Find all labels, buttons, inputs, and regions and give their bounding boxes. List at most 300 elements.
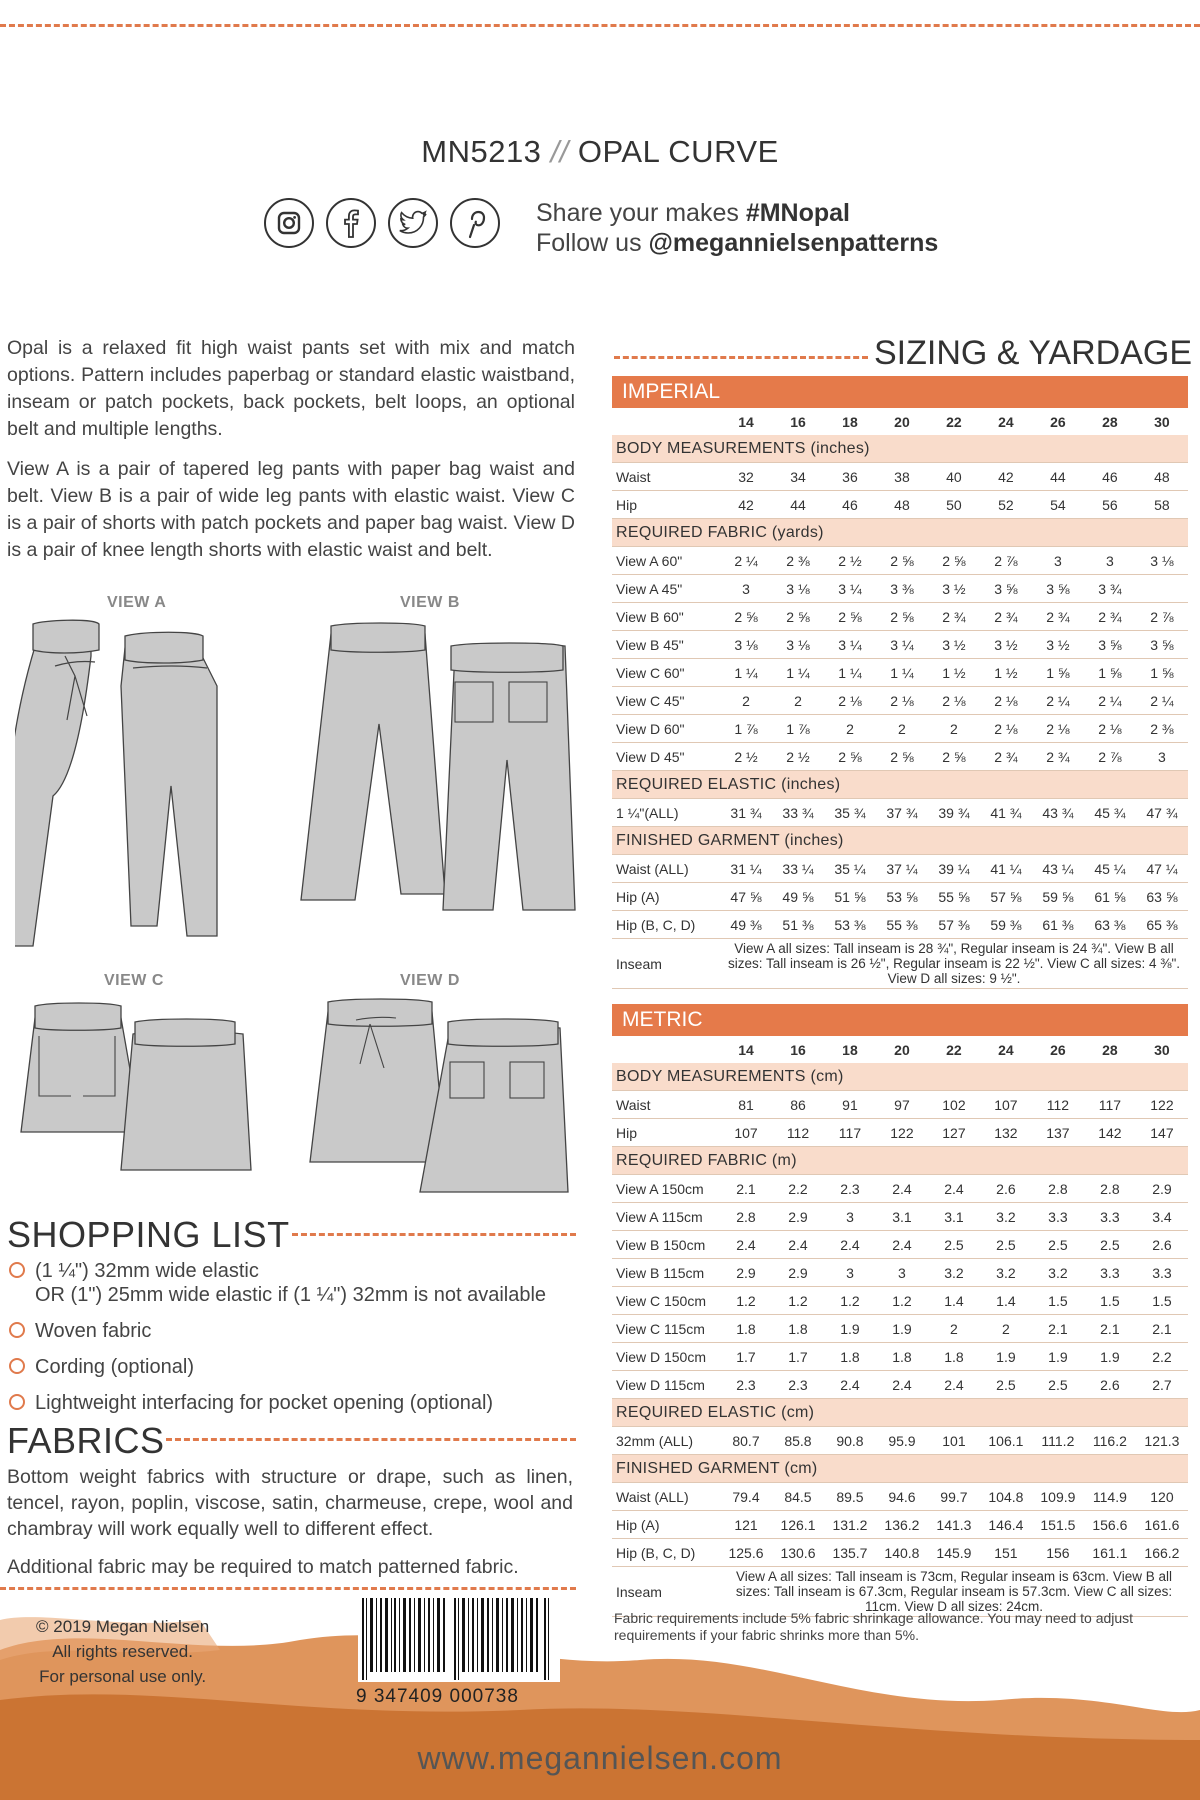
table-cell: 122 [876,1119,928,1147]
table-cell: 2 ⅜ [1136,715,1188,743]
size-header-cell: 22 [946,413,962,430]
table-cell: 1.9 [980,1343,1032,1371]
table-cell: 2 [876,715,928,743]
table-cell: 3.2 [928,1259,980,1287]
table-cell: 107 [980,1091,1032,1119]
table-cell: 106.1 [980,1427,1032,1455]
table-cell: 37 ¾ [876,799,928,827]
table-row [612,1259,1188,1287]
size-header-cell: 26 [1050,1041,1066,1058]
table-cell: 2 ¼ [720,547,772,575]
row-label: View C 115cm [612,1315,720,1343]
row-label: 32mm (ALL) [612,1427,720,1455]
fabrics-dashed-rule [166,1438,576,1441]
table-cell: 49 ⅜ [720,911,772,939]
table-cell: 1.8 [824,1343,876,1371]
row-label: 1 ¼"(ALL) [612,799,720,827]
size-header-row [612,408,1188,435]
fabrics-paragraph: Bottom weight fabrics with structure or drape, such as linen, tencel, rayon, poplin, viscose, satin, charmeuse, crepe, wool and chambray will work equally well to different effect. [7,1466,573,1540]
table-cell: 2 ⅛ [824,687,876,715]
table-cell: 2.9 [772,1259,824,1287]
shopping-item-alt: OR (1") 25mm wide elastic if (1 ¼") 32mm is not available [35,1284,547,1306]
row-label: Hip [612,491,720,519]
category-row [612,435,1188,463]
table-cell: 84.5 [772,1483,824,1511]
table-cell: 112 [1032,1091,1084,1119]
table-cell: 95.9 [876,1427,928,1455]
row-label: View C 60" [612,659,720,687]
metric-table [612,1004,1188,1617]
table-cell: 2 ⅜ [772,547,824,575]
table-cell: 142 [1084,1119,1136,1147]
metric-header: METRIC [612,1004,1188,1036]
table-cell: 53 ⅝ [876,883,928,911]
table-cell: 3 ½ [1032,631,1084,659]
view-c-label: VIEW C [104,972,164,989]
table-cell: 2.4 [720,1231,772,1259]
table-row [612,855,1188,883]
table-cell: 39 ¼ [928,855,980,883]
table-cell: 35 ¼ [824,855,876,883]
view-b-label: VIEW B [400,594,460,611]
title-separator: // [550,134,569,169]
table-cell: 53 ⅜ [824,911,876,939]
table-cell: 43 ¼ [1032,855,1084,883]
table-row [612,1287,1188,1315]
shopping-item [9,1259,579,1307]
view-d-illustration [300,998,572,1194]
table-cell: 80.7 [720,1427,772,1455]
table-cell: 117 [1084,1091,1136,1119]
social-handle[interactable]: @megannielsenpatterns [648,229,939,257]
category-title: REQUIRED FABRIC (yards) [612,519,1188,547]
table-row [612,1175,1188,1203]
size-header-cell: 22 [946,1041,962,1058]
table-cell: 161.6 [1136,1511,1188,1539]
table-cell: 2 ¼ [1032,687,1084,715]
row-label: View C 45" [612,687,720,715]
website-url[interactable]: www.megannielsen.com [417,1740,783,1776]
table-cell: 122 [1136,1091,1188,1119]
category-row [612,1399,1188,1427]
table-cell: 2 ⅝ [824,743,876,771]
table-cell: 1 ¼ [876,659,928,687]
fabrics-title: FABRICS [7,1420,165,1461]
bullet-circle-icon [9,1322,25,1338]
table-cell: 47 ¼ [1136,855,1188,883]
table-row [612,1231,1188,1259]
table-row [612,575,1188,603]
facebook-icon[interactable] [326,198,376,248]
intro-paragraph-1: Opal is a relaxed fit high waist pants set with mix and match options. Pattern includes paperbag or standard elastic waistband, inseam or patch pockets, back pockets, belt loops, an optional belt and multiple lengths. [7,337,575,440]
table-cell: 156 [1032,1539,1084,1567]
metric-size-table [612,1036,1188,1617]
table-cell: 3 ⅝ [1084,631,1136,659]
imperial-header: IMPERIAL [612,376,1188,408]
table-cell: 2.5 [1084,1231,1136,1259]
table-cell: 85.8 [772,1427,824,1455]
table-cell: 2 ⅛ [1032,715,1084,743]
table-cell: 151.5 [1032,1511,1084,1539]
table-cell: 36 [824,463,876,491]
category-title: REQUIRED ELASTIC (inches) [612,771,1188,799]
sizing-dashed-rule [614,356,868,359]
personal-use-text: For personal use only. [39,1667,207,1686]
table-row [612,1427,1188,1455]
table-cell: 2 ⅞ [980,547,1032,575]
table-cell: 2 [928,1315,980,1343]
table-row [612,659,1188,687]
table-cell: 65 ⅜ [1136,911,1188,939]
table-cell: 48 [876,491,928,519]
table-cell: 33 ¼ [772,855,824,883]
table-row [612,1203,1188,1231]
table-cell: 86 [772,1091,824,1119]
table-cell: 3 ⅛ [772,631,824,659]
table-cell: 1.7 [772,1343,824,1371]
table-cell: 1.5 [1032,1287,1084,1315]
table-cell: 33 ¾ [772,799,824,827]
shopping-item [9,1391,579,1415]
row-label: Waist (ALL) [612,1483,720,1511]
table-cell: 32 [720,463,772,491]
table-cell: 2.5 [928,1231,980,1259]
shopping-item-text [35,1259,546,1307]
table-row [612,1091,1188,1119]
table-cell: 2.5 [980,1371,1032,1399]
row-label: Waist [612,1091,720,1119]
table-row [612,799,1188,827]
bullet-circle-icon [9,1358,25,1374]
intro-paragraph-2: View A is a pair of tapered leg pants with paper bag waist and belt. View B is a pair of wide leg pants with elastic waist. View C is a pair of shorts with patch pockets and paper bag waist. View D is a pair of knee length shorts with elastic waist and belt. [7,458,575,561]
shopping-list-title: SHOPPING LIST [7,1214,290,1255]
table-cell: 3 ½ [928,575,980,603]
bullet-circle-icon [9,1262,25,1278]
table-cell: 1.8 [928,1343,980,1371]
category-title: BODY MEASUREMENTS (cm) [612,1063,1188,1091]
table-cell: 1.7 [720,1343,772,1371]
table-cell: 1.8 [772,1315,824,1343]
table-cell: 3 [720,575,772,603]
table-cell: 2.8 [720,1203,772,1231]
table-cell: 2 ⅝ [772,603,824,631]
shopping-item-label: Lightweight interfacing for pocket opening (optional) [35,1392,494,1414]
table-cell: 2.7 [1136,1371,1188,1399]
size-header-cell: 18 [842,413,858,430]
table-cell: 37 ¼ [876,855,928,883]
table-cell: 120 [1136,1483,1188,1511]
table-cell: 111.2 [1032,1427,1084,1455]
table-cell: 1 ⅝ [1136,659,1188,687]
table-cell: 55 ⅝ [928,883,980,911]
table-cell: 44 [772,491,824,519]
table-cell: 127 [928,1119,980,1147]
table-cell: 1.2 [772,1287,824,1315]
table-cell: 2.3 [772,1371,824,1399]
barcode-number: 9 347409 000738 [356,1686,519,1707]
category-row [612,1147,1188,1175]
table-cell: 2.1 [1136,1315,1188,1343]
table-cell: 104.8 [980,1483,1032,1511]
table-cell: 130.6 [772,1539,824,1567]
table-cell: 3 ¾ [1084,575,1136,603]
table-cell: 137 [1032,1119,1084,1147]
table-cell [1136,575,1188,603]
table-cell: 3.3 [1084,1259,1136,1287]
row-label: View A 115cm [612,1203,720,1231]
share-block [536,198,938,258]
table-row [612,715,1188,743]
table-cell: 125.6 [720,1539,772,1567]
table-cell: 151 [980,1539,1032,1567]
table-cell: 2 ¾ [1084,603,1136,631]
table-cell: 1.9 [1084,1343,1136,1371]
table-row [612,911,1188,939]
share-line [536,198,938,228]
copyright-text: © 2019 Megan Nielsen [36,1617,210,1636]
row-label: Hip (A) [612,883,720,911]
table-cell: 1.2 [720,1287,772,1315]
shopping-list [9,1259,579,1427]
table-cell: 3 ⅛ [1136,547,1188,575]
table-cell: 2 ⅛ [1084,715,1136,743]
table-cell: 2.4 [876,1175,928,1203]
table-row [612,1483,1188,1511]
inseam-label: Inseam [612,939,720,989]
table-cell: 2 ⅛ [980,715,1032,743]
table-cell: 31 ¾ [720,799,772,827]
table-cell: 2.1 [720,1175,772,1203]
table-cell: 2 ⅝ [928,547,980,575]
bullet-circle-icon [9,1394,25,1410]
table-cell: 2 ⅝ [876,743,928,771]
category-row [612,519,1188,547]
pinterest-icon[interactable] [450,198,500,248]
table-cell: 1 ⅞ [720,715,772,743]
table-cell: 2.5 [1032,1371,1084,1399]
row-label: View D 45" [612,743,720,771]
table-cell: 146.4 [980,1511,1032,1539]
table-cell: 56 [1084,491,1136,519]
table-cell: 3.3 [1084,1203,1136,1231]
size-header-blank [612,408,720,435]
table-cell: 97 [876,1091,928,1119]
table-cell: 2 ⅛ [876,687,928,715]
category-title: FINISHED GARMENT (cm) [612,1455,1188,1483]
table-cell: 1 ¼ [772,659,824,687]
table-cell: 3.1 [876,1203,928,1231]
table-cell: 1 ⅝ [1084,659,1136,687]
table-cell: 43 ¾ [1032,799,1084,827]
table-cell: 3 [1084,547,1136,575]
category-row [612,1063,1188,1091]
size-header-blank [612,1036,720,1063]
table-cell: 2 ⅝ [720,603,772,631]
table-cell: 1.9 [824,1315,876,1343]
table-cell: 3.4 [1136,1203,1188,1231]
table-cell: 2.9 [1136,1175,1188,1203]
table-cell: 63 ⅝ [1136,883,1188,911]
table-row [612,1119,1188,1147]
table-cell: 135.7 [824,1539,876,1567]
table-cell: 2.3 [824,1175,876,1203]
table-cell: 3 ⅝ [1032,575,1084,603]
table-cell: 52 [980,491,1032,519]
table-cell: 2.6 [1136,1231,1188,1259]
table-cell: 90.8 [824,1427,876,1455]
table-cell: 1 ⅞ [772,715,824,743]
row-label: View B 150cm [612,1231,720,1259]
table-cell: 51 ⅜ [772,911,824,939]
table-cell: 3.2 [1032,1259,1084,1287]
pattern-code: MN5213 [421,134,542,169]
table-row [612,1343,1188,1371]
table-cell: 2.3 [720,1371,772,1399]
table-cell: 58 [1136,491,1188,519]
table-cell: 2.4 [772,1231,824,1259]
share-prefix: Share your makes [536,199,739,227]
table-cell: 2.4 [876,1371,928,1399]
table-cell: 79.4 [720,1483,772,1511]
table-cell: 3 [876,1259,928,1287]
table-cell: 2 ¾ [980,743,1032,771]
table-cell: 3.3 [1032,1203,1084,1231]
table-cell: 50 [928,491,980,519]
table-cell: 3 ¼ [824,575,876,603]
table-cell: 3 ⅝ [980,575,1032,603]
table-cell: 107 [720,1119,772,1147]
table-cell: 161.1 [1084,1539,1136,1567]
category-title: FINISHED GARMENT (inches) [612,827,1188,855]
table-cell: 1.4 [980,1287,1032,1315]
top-dashed-rule [0,24,1200,27]
table-cell: 41 ¾ [980,799,1032,827]
table-cell: 61 ⅝ [1084,883,1136,911]
table-cell: 35 ¾ [824,799,876,827]
inseam-row [612,1567,1188,1617]
table-cell: 49 ⅝ [772,883,824,911]
table-cell: 2 ¾ [1032,603,1084,631]
table-cell: 63 ⅜ [1084,911,1136,939]
table-cell: 109.9 [1032,1483,1084,1511]
table-row [612,547,1188,575]
shopping-item [9,1355,579,1379]
fabrics-note: Additional fabric may be required to match patterned fabric. [7,1556,519,1578]
table-cell: 114.9 [1084,1483,1136,1511]
table-cell: 42 [980,463,1032,491]
row-label: View D 60" [612,715,720,743]
copyright-block [36,1614,209,1689]
table-cell: 2.4 [928,1175,980,1203]
table-cell: 3.3 [1136,1259,1188,1287]
table-cell: 2 ⅝ [876,603,928,631]
table-cell: 3.2 [980,1259,1032,1287]
rights-text: All rights reserved. [52,1642,193,1661]
table-cell: 3 ½ [928,631,980,659]
table-cell: 2.8 [1032,1175,1084,1203]
table-cell: 2 ½ [824,547,876,575]
inseam-note: View A all sizes: Tall inseam is 28 ¾", Regular inseam is 24 ¾". View B all sizes: Tall inseam is 26 ½", Regular inseam is 22 ½". View C all sizes: 4 ⅜". View D all sizes: 9 ½". [720,939,1188,989]
row-label: Waist [612,463,720,491]
table-cell: 2.4 [824,1371,876,1399]
table-cell: 3.2 [980,1203,1032,1231]
view-a-illustration [15,618,255,966]
table-cell: 2.6 [980,1175,1032,1203]
table-cell: 40 [928,463,980,491]
row-label: View A 150cm [612,1175,720,1203]
table-cell: 1.4 [928,1287,980,1315]
table-cell: 3 ¼ [876,631,928,659]
shopping-item-label: Woven fabric [35,1320,152,1342]
table-cell: 2.4 [876,1231,928,1259]
barcode [358,1596,560,1682]
table-cell: 2 ½ [772,743,824,771]
table-cell: 51 ⅝ [824,883,876,911]
table-cell: 3 [1032,547,1084,575]
row-label: Hip [612,1119,720,1147]
table-cell: 145.9 [928,1539,980,1567]
table-cell: 47 ¾ [1136,799,1188,827]
table-row [612,463,1188,491]
table-cell: 2 ¾ [1032,743,1084,771]
table-cell: 31 ¼ [720,855,772,883]
row-label: View B 60" [612,603,720,631]
table-cell: 1 ⅝ [1032,659,1084,687]
instagram-icon[interactable] [264,198,314,248]
table-cell: 3 ⅝ [1136,631,1188,659]
hashtag[interactable]: #MNopal [745,199,851,227]
shopping-item-label: (1 ¼") 32mm wide elastic [35,1260,259,1282]
table-cell: 3 [824,1203,876,1231]
table-row [612,687,1188,715]
table-cell: 2 ½ [720,743,772,771]
category-row [612,827,1188,855]
table-cell: 61 ⅜ [1032,911,1084,939]
table-cell: 2 ¾ [980,603,1032,631]
twitter-icon[interactable] [388,198,438,248]
table-cell: 121 [720,1511,772,1539]
table-cell: 166.2 [1136,1539,1188,1567]
row-label: View C 150cm [612,1287,720,1315]
row-label: Hip (B, C, D) [612,1539,720,1567]
table-cell: 102 [928,1091,980,1119]
table-cell: 131.2 [824,1511,876,1539]
table-cell: 2 ¾ [928,603,980,631]
table-cell: 2 [720,687,772,715]
table-cell: 94.6 [876,1483,928,1511]
table-cell: 2 [928,715,980,743]
size-header-cell: 16 [790,413,806,430]
table-cell: 3 [1136,743,1188,771]
follow-prefix: Follow us [536,229,642,257]
table-cell: 81 [720,1091,772,1119]
table-cell: 1 ¼ [824,659,876,687]
view-a-label: VIEW A [107,594,167,611]
table-cell: 1.5 [1136,1287,1188,1315]
size-header-cell: 24 [998,413,1014,430]
table-cell: 1.9 [876,1315,928,1343]
table-row [612,1315,1188,1343]
table-cell: 41 ¼ [980,855,1032,883]
size-header-cell: 18 [842,1041,858,1058]
table-cell: 2.5 [1032,1231,1084,1259]
table-cell: 54 [1032,491,1084,519]
table-cell: 2.4 [928,1371,980,1399]
table-row [612,743,1188,771]
table-cell: 59 ⅜ [980,911,1032,939]
inseam-note: View A all sizes: Tall inseam is 73cm, Regular inseam is 63cm. View B all sizes: Tall inseam is 67.3cm, Regular inseam is 57.3cm. View C all sizes: 11cm. View D all sizes: 24cm. [720,1567,1188,1617]
table-cell: 2.5 [980,1231,1032,1259]
